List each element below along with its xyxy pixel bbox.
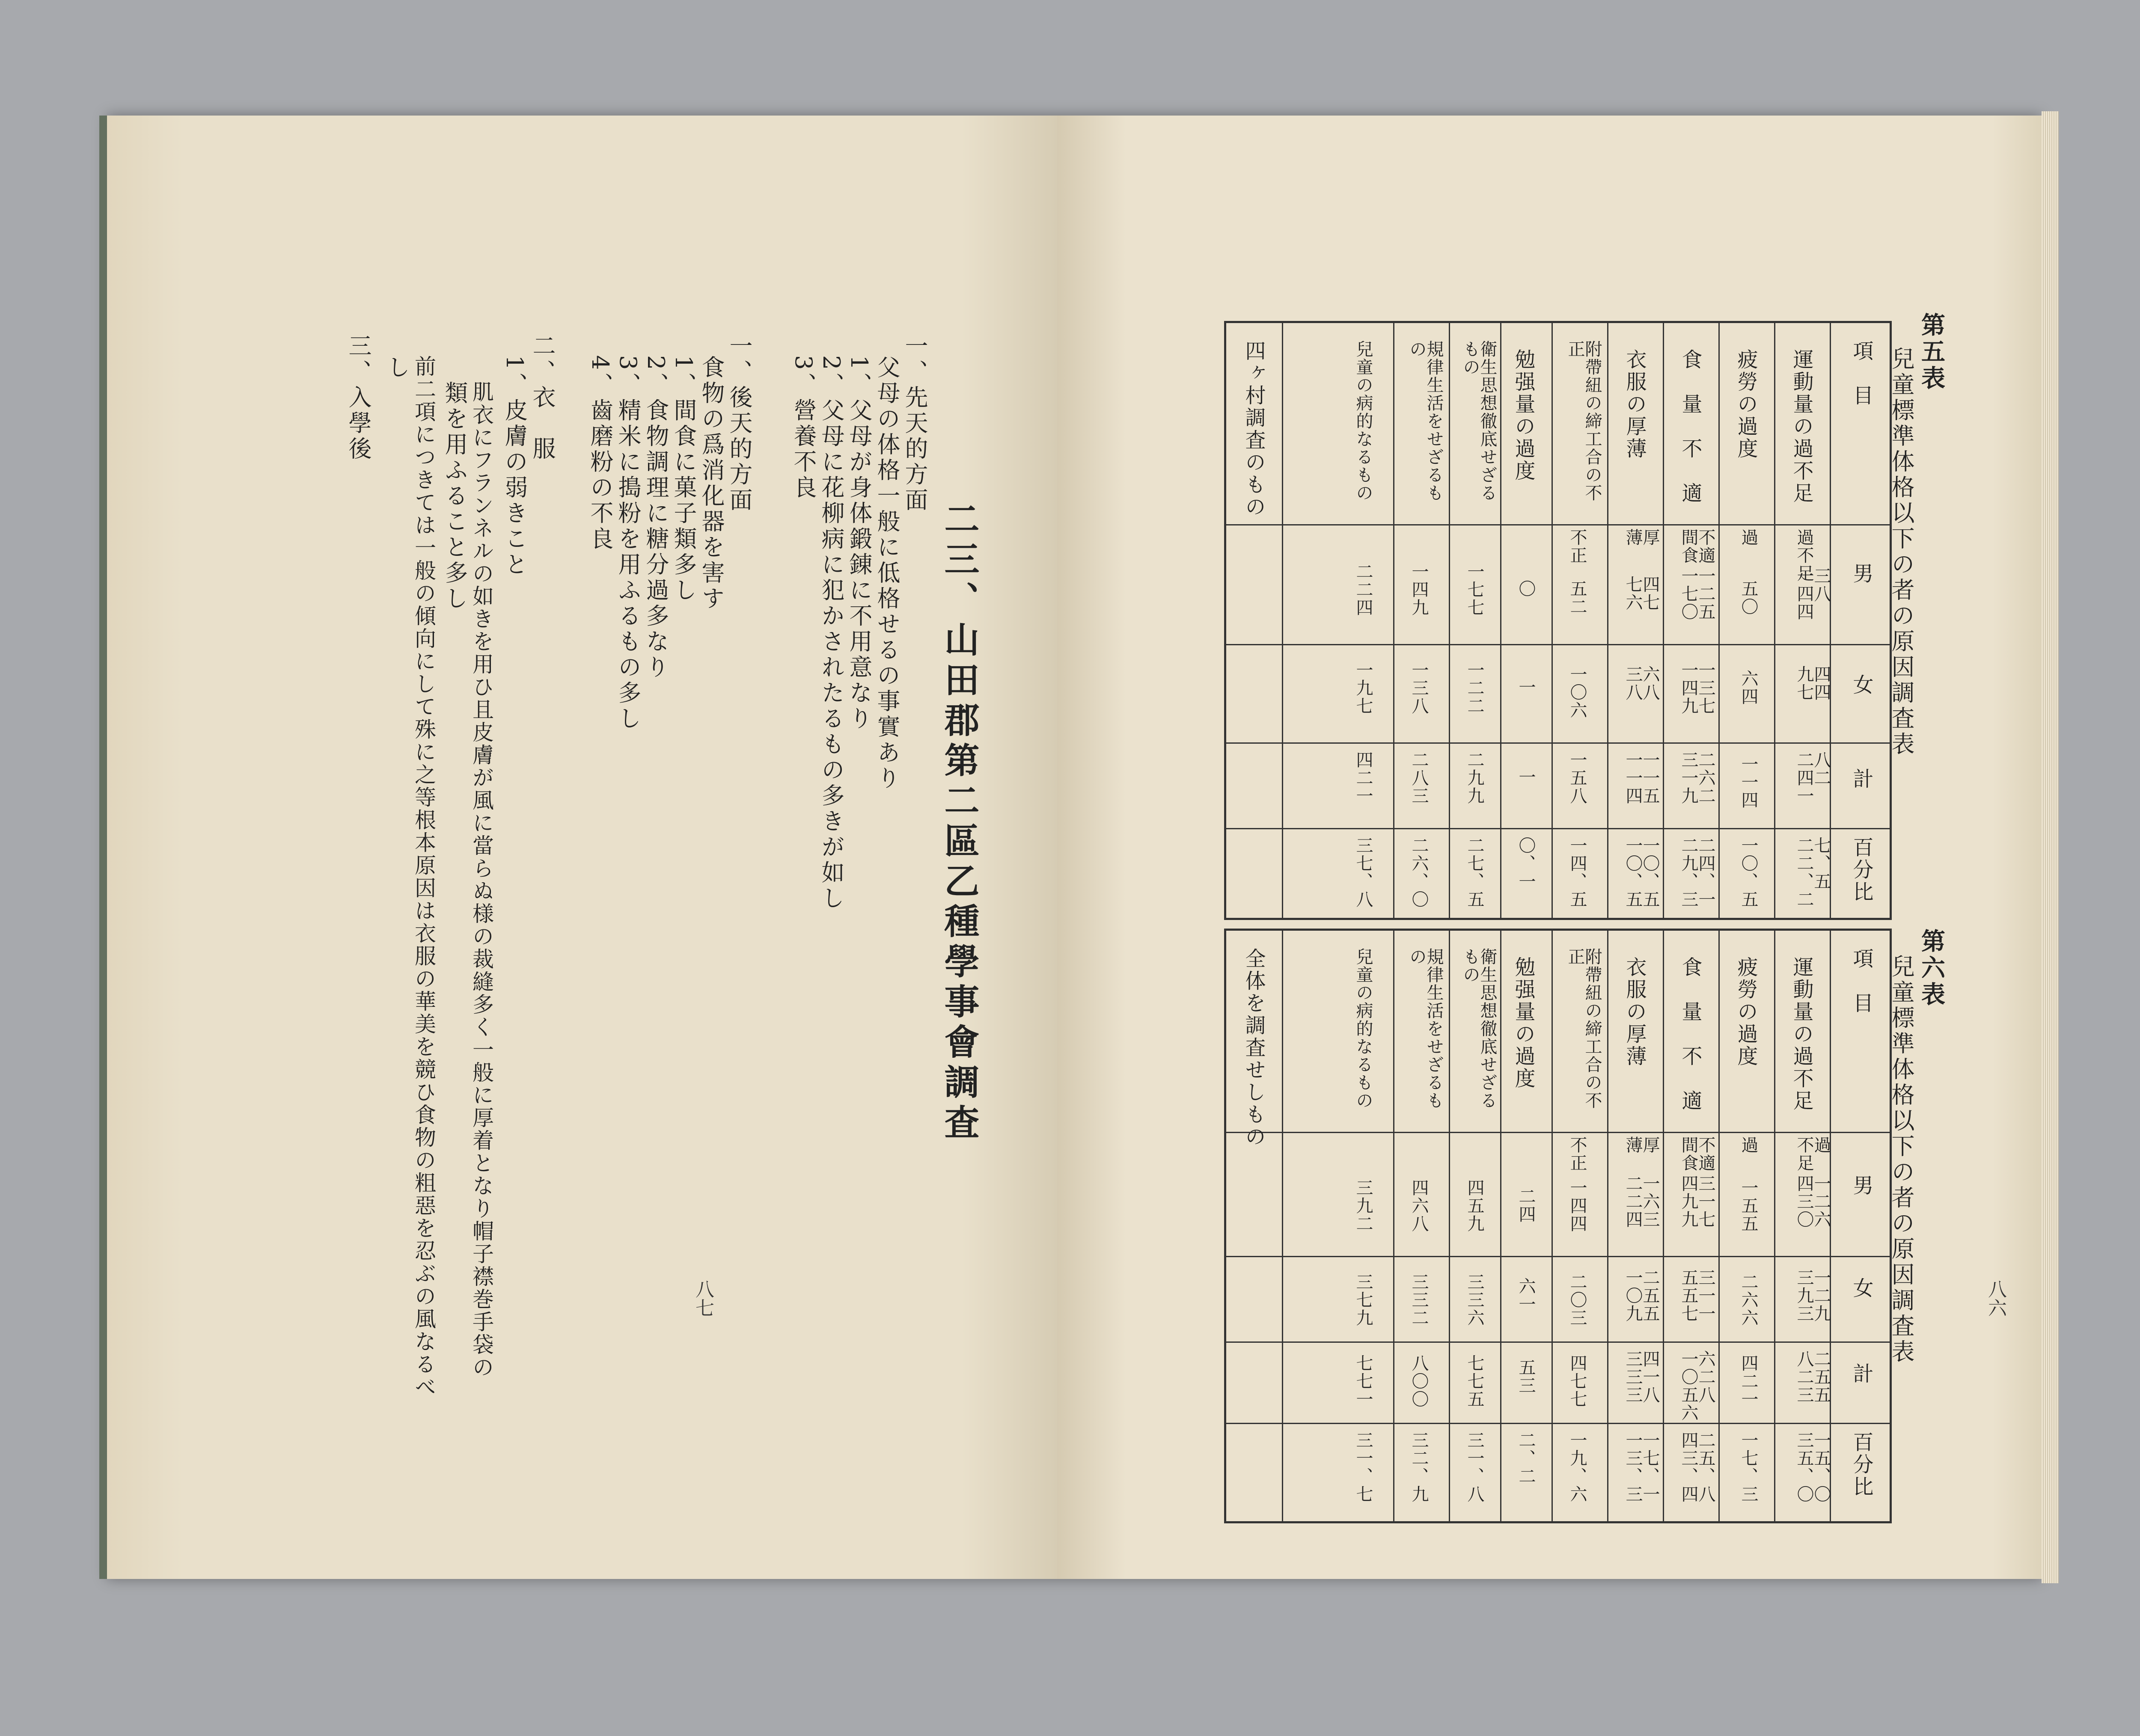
header-total: 計: [1849, 1363, 1873, 1385]
cell-total: 二八三: [1409, 751, 1429, 805]
cell-female: 六一: [1516, 1277, 1536, 1313]
cell-total: 七七五: [1465, 1354, 1484, 1408]
cell-total: 七七一: [1353, 1354, 1373, 1408]
cell-female: 一二二: [1465, 661, 1484, 715]
row-item: 規律生活をせざるもの: [1407, 948, 1444, 1110]
table-footer: 四ヶ村調査のもの: [1242, 340, 1266, 518]
page-edges: [2042, 111, 2059, 1583]
cell-male: 四五九: [1465, 1179, 1484, 1233]
cell-pct: 二四、一 二九、三: [1679, 837, 1715, 908]
cell-pct: 一七、一 一三、三: [1623, 1431, 1660, 1503]
cell-male: 三八 一四四: [1794, 567, 1831, 621]
cell-pct: 三一、七: [1353, 1431, 1373, 1503]
cell-pct: 二五、八 四三、四: [1679, 1431, 1715, 1503]
right-page: [1057, 116, 2042, 1579]
cell-pct: 三二、九: [1409, 1431, 1429, 1503]
header-total: 計: [1849, 768, 1873, 790]
text-line: 三、入學後: [345, 334, 372, 462]
row-item: 規律生活をせざるもの: [1407, 340, 1444, 502]
cell-pct: 七、五 二二、二: [1794, 837, 1831, 908]
cell-male: 二二四: [1353, 563, 1373, 617]
header-pct: 百分比: [1849, 1431, 1873, 1498]
cell-total: 四七七: [1567, 1354, 1587, 1408]
cell-total: 八二 二四一: [1794, 751, 1831, 805]
cell-male: 一七七: [1465, 563, 1484, 617]
header-item: 項 目: [1849, 948, 1873, 1015]
cell-pct: 〇、一: [1516, 837, 1536, 890]
row-item: 兒童の病的なるもの: [1353, 948, 1373, 1110]
page-number: 八六: [1985, 1279, 2006, 1317]
cell-pct: 一九、六: [1567, 1431, 1587, 1503]
header-pct: 百分比: [1849, 837, 1873, 903]
text-line: 一、後天的方面: [726, 334, 753, 513]
header-female: 女: [1849, 674, 1873, 696]
text-line: 2、食物調理に糖分過多なり: [642, 355, 669, 681]
cell-total: 五三: [1516, 1359, 1536, 1395]
cell-total: 四二一: [1353, 751, 1373, 805]
cell-total: 一一五 一一四: [1623, 751, 1660, 805]
row-item: 疲勞の過度: [1734, 349, 1758, 460]
text-line: 1、皮膚の弱きこと: [501, 355, 528, 578]
cell-male: 一四四: [1567, 1179, 1587, 1233]
cell-pct: 一五、〇 三五、〇: [1794, 1431, 1831, 1503]
cell-pct: 一四、五: [1567, 837, 1587, 908]
cell-total: 四二一: [1739, 1354, 1758, 1408]
row-item: 衛生思想徹底せざるもの: [1460, 948, 1497, 1110]
cell-pct: 一〇、五: [1739, 837, 1758, 908]
cell-female: 二六六: [1739, 1273, 1758, 1327]
table-6: [1224, 929, 1892, 1523]
row-type: 過不足: [1794, 528, 1814, 582]
cell-total: 二九九: [1465, 751, 1484, 805]
row-type: 厚 薄: [1623, 528, 1660, 546]
section-heading: 二三、山田郡第二區乙種學事會調査: [939, 501, 980, 1144]
book-spread: [107, 116, 2042, 1579]
cell-male: 一四九: [1409, 563, 1429, 617]
row-type: 不正: [1567, 1136, 1587, 1172]
cell-pct: 三一、八: [1465, 1431, 1484, 1503]
text-line: 1、間食に菓子類多し: [670, 355, 697, 604]
row-item: 運動量の過不足: [1789, 349, 1813, 504]
header-item: 項 目: [1849, 340, 1873, 407]
header-male: 男: [1849, 1175, 1873, 1197]
cell-total: 一五八: [1567, 751, 1587, 805]
table-title: 兒童標準体格以下の者の原因調査表: [1888, 954, 1915, 1365]
table-5: [1224, 321, 1892, 920]
cell-male: 一二六 四三〇: [1794, 1175, 1831, 1229]
row-item: 衛生思想徹底せざるもの: [1460, 340, 1497, 502]
row-item: 勉强量の過度: [1511, 956, 1535, 1090]
row-type: 不正: [1567, 528, 1587, 564]
text-line: 2、父母に花柳病に犯かされたるもの多きが如し: [818, 355, 845, 912]
left-page: [107, 116, 1057, 1579]
page-number: 八七: [692, 1279, 714, 1317]
cell-pct: 三七、八: [1353, 837, 1373, 908]
row-item: 附帶紐の締工合の不正: [1565, 340, 1602, 502]
row-type: 不適 間食: [1679, 1136, 1715, 1172]
row-item: 食 量 不 適: [1678, 349, 1702, 504]
row-type: 過: [1739, 528, 1758, 546]
text-line: 前二項につきては一般の傾向にして殊に之等根本原因は衣服の華美を競ひ食物の粗惡を忍ぶの風なるべ: [411, 355, 436, 1398]
cell-female: 四四 九七: [1794, 665, 1831, 701]
cell-female: 一: [1516, 678, 1536, 696]
row-item: 衣服の厚薄: [1623, 956, 1647, 1068]
cell-male: 〇: [1516, 580, 1536, 598]
text-line: 二、衣 服: [529, 334, 556, 462]
cell-female: 二〇三: [1567, 1273, 1587, 1327]
cell-pct: 二七、五: [1465, 837, 1484, 908]
cell-male: 一二五 一七〇: [1679, 567, 1715, 621]
cell-male: 五二: [1567, 580, 1587, 616]
cell-pct: 二六、〇: [1409, 837, 1429, 908]
text-line: 1、父母が身体鍛錬に不用意なり: [846, 355, 873, 732]
row-item: 兒童の病的なるもの: [1353, 340, 1373, 502]
text-line: し: [383, 355, 410, 381]
cell-female: 一三八: [1409, 661, 1429, 715]
cell-total: 六二八 一〇五六: [1679, 1350, 1715, 1422]
cell-male: 四六八: [1409, 1179, 1429, 1233]
cell-pct: 一七、三: [1739, 1431, 1758, 1503]
cell-female: 一〇六: [1567, 665, 1587, 719]
text-line: 食物の爲消化器を害す: [698, 355, 725, 612]
book-cover-edge: [99, 116, 107, 1579]
text-line: 4、齒磨粉の不良: [587, 355, 614, 552]
cell-male: 三九二: [1353, 1179, 1373, 1233]
row-type: 厚 薄: [1623, 1136, 1660, 1154]
row-type: 不適 間食: [1679, 528, 1715, 564]
cell-female: 三三六: [1465, 1273, 1484, 1327]
cell-male: 一五五: [1739, 1179, 1758, 1233]
table-label: 第六表: [1917, 929, 1946, 1008]
cell-total: 二五五 八二三: [1794, 1350, 1831, 1404]
cell-female: 三三二: [1409, 1273, 1429, 1327]
row-item: 食 量 不 適: [1678, 956, 1702, 1112]
table-label: 第五表: [1917, 312, 1946, 392]
cell-male: 一六三 二二四: [1623, 1175, 1660, 1229]
table-title: 兒童標準体格以下の者の原因調査表: [1888, 347, 1915, 757]
text-line: 一、先天的方面: [901, 334, 928, 513]
cell-total: 一一四: [1739, 755, 1758, 809]
cell-male: 三一七 四九九: [1679, 1175, 1715, 1229]
cell-total: 二六二 三一九: [1679, 751, 1715, 805]
header-female: 女: [1849, 1277, 1873, 1300]
header-male: 男: [1849, 563, 1873, 585]
cell-female: 六八 三八: [1623, 665, 1660, 701]
text-line: 3、營養不良: [790, 355, 817, 501]
cell-male: 五〇: [1739, 580, 1758, 616]
cell-pct: 二、二: [1516, 1431, 1536, 1485]
cell-total: 四一八 三三三: [1623, 1350, 1660, 1404]
cell-total: 八〇〇: [1409, 1354, 1429, 1408]
cell-female: 一二九 三九三: [1794, 1269, 1831, 1323]
text-line: 父母の体格一般に低格せるの事實あり: [874, 355, 901, 792]
cell-female: 一九七: [1353, 661, 1373, 715]
text-line: 肌衣にフランネルの如きを用ひ且皮膚が風に當らぬ様の裁縫多く一般に厚着となり帽子襟巻手袋の: [469, 381, 494, 1379]
cell-female: 一三七 一四九: [1679, 661, 1715, 715]
cell-total: 一: [1516, 768, 1536, 786]
row-item: 勉强量の過度: [1511, 349, 1535, 482]
cell-male: 二四: [1516, 1187, 1536, 1223]
row-item: 運動量の過不足: [1789, 956, 1813, 1112]
cell-male: 四七 七六: [1623, 576, 1660, 611]
table-footer: 全体を調査せしもの: [1242, 948, 1266, 1148]
row-item: 疲勞の過度: [1734, 956, 1758, 1068]
cell-female: 三七九: [1353, 1273, 1373, 1327]
row-item: 附帶紐の締工合の不正: [1565, 948, 1602, 1110]
row-type: 過: [1739, 1136, 1758, 1154]
cell-pct: 一〇、五 一〇、五: [1623, 837, 1660, 908]
row-type: 過 不足: [1794, 1136, 1831, 1172]
cell-female: 三一一 五五七: [1679, 1269, 1715, 1323]
text-line: 3、精米に搗粉を用ふるもの多し: [615, 355, 642, 732]
cell-female: 六四: [1739, 670, 1758, 706]
text-line: 類を用ふること多し: [441, 381, 468, 612]
row-item: 衣服の厚薄: [1623, 349, 1647, 460]
cell-female: 二五五 一〇九: [1623, 1269, 1660, 1323]
